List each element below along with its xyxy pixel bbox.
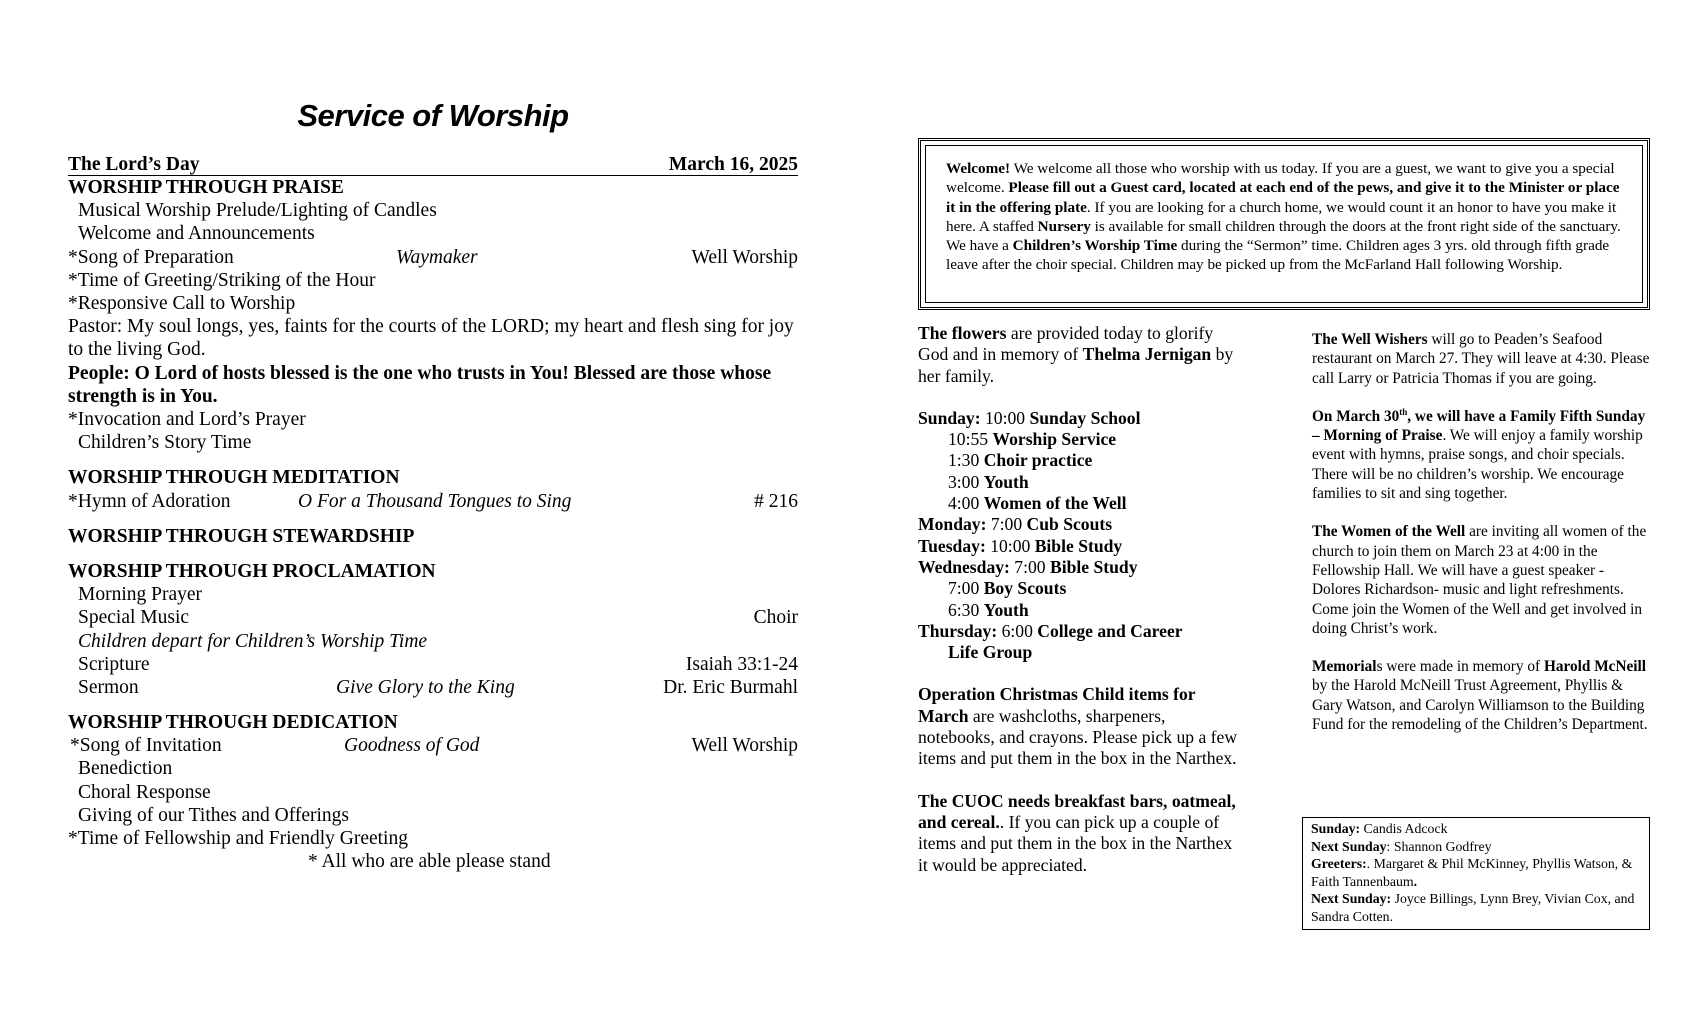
occ-notice: Operation Christmas Child items for March are washcloths, sharpeners, notebooks, and crayons. Please pick up a few items and put them in the box in the Narthex. [918,684,1238,769]
responsive-call: *Responsive Call to Worship [68,292,296,314]
song-of-invitation [68,734,798,757]
hymn-of-adoration [68,490,798,513]
schedule-line: 3:00 Youth [948,471,1029,492]
section-heading-dedication: WORSHIP THROUGH DEDICATION [68,712,398,734]
greeter-line: Next Sunday: Shannon Godfrey [1311,838,1492,854]
morning-prayer-item: Morning Prayer [78,584,203,606]
children-depart-note: Children depart for Children’s Worship Time [78,630,428,652]
special-music-by: Choir [753,607,798,629]
welcome-box [918,138,1650,310]
sermon-by: Dr. Eric Burmahl [663,676,798,698]
schedule-line: 4:00 Women of the Well [948,493,1127,514]
scripture-ref: Isaiah 33:1-24 [685,653,798,675]
page-title: Service of Worship [297,98,569,133]
stand-note: * All who are able please stand [308,851,551,873]
announcements-middle [918,323,1238,876]
women-of-the-well-notice: The Women of the Well are inviting all women of the church to join them on March 23 at 4:00 in the Fellowship Hall. We will have a guest speaker -Dolores Richardson- music and light refreshments. Come join the Women of the Well and get involved in doing Christ’s work. [1312,523,1647,637]
song-prep-by: Well Worship [691,246,798,268]
welcome-heading: Welcome! [946,160,1011,177]
greeter-line: Greeters:. Margaret & Phil McKinney, Phyllis Watson, & Faith Tannenbaum. [1311,856,1633,889]
giving-item: Giving of our Tithes and Offerings [78,804,350,826]
hymn-label: *Hymn of Adoration [68,490,231,512]
welcome-text: Welcome! We welcome all those who worship with us today. If you are a guest, we want to give you a special welcome. Please fill out a Guest card, located at each end of the pews, and give it to the Minister or place it in the offering plate. If you are looking for a church home, we would count it an honor to have you make it here. A staffed Nursery is available for small children through the doors at the front right side of the sanctuary. We have a Children’s Worship Time during the “Sermon” time. Children ages 3 yrs. old through fifth grade leave after the choir special. Children may be picked up from the McFarland Hall following Worship. [925,145,1643,303]
schedule-line: 1:30 Choir practice [948,450,1093,471]
schedule-line: Thursday: 6:00 College and Career [918,620,1183,641]
schedule-line: Monday: 7:00 Cub Scouts [918,514,1113,535]
flowers-notice: The flowers are provided today to glorify God and in memory of Thelma Jernigan by her family. [918,323,1234,386]
invitation-by: Well Worship [691,735,798,757]
well-wishers-notice: The Well Wishers will go to Peaden’s Seafood restaurant on March 27. They will leave at 4:30. Please call Larry or Patricia Thomas if you are going. [1312,331,1650,387]
sermon-label: Sermon [78,676,139,698]
section-heading-proclamation: WORSHIP THROUGH PROCLAMATION [68,560,436,582]
date-line [68,154,798,176]
schedule-line: 7:00 Boy Scouts [948,578,1067,599]
fellowship-item: *Time of Fellowship and Friendly Greeting [68,828,408,850]
greeter-line: Sunday: Candis Adcock [1311,821,1448,836]
weekly-schedule [918,408,1238,664]
service-date: March 16, 2025 [668,154,798,175]
people-reading: People: O Lord of hosts blessed is the one who trusts in You! Blessed are those whose strength is in You. [68,362,772,407]
announcements-right [1312,330,1652,734]
lords-day-label: The Lord’s Day [68,154,200,175]
greeters-box [1302,817,1650,930]
section-heading-stewardship: WORSHIP THROUGH STEWARDSHIP [68,525,415,547]
scripture-label: Scripture [78,653,150,675]
invitation-title: Goodness of God [344,735,480,757]
song-of-preparation [68,246,798,269]
invitation-label: *Song of Invitation [70,735,222,757]
pastor-reading: Pastor: My soul longs, yes, faints for the courts of the LORD; my heart and flesh sing for joy to the living God. [68,316,794,361]
hymn-number: # 216 [754,490,798,512]
cuoc-notice: The CUOC needs breakfast bars, oatmeal, and cereal.. If you can pick up a couple of items and put them in the box in the Narthex it would be appreciated. [918,790,1236,875]
order-of-service [68,98,798,873]
benediction-item: Benediction [78,758,173,780]
special-music-label: Special Music [78,607,190,629]
song-prep-label: *Song of Preparation [68,246,234,268]
song-prep-title: Waymaker [396,246,478,268]
sermon-title: Give Glory to the King [336,676,515,698]
schedule-line: 10:55 Worship Service [948,429,1117,450]
sermon-item [68,676,798,699]
prelude-item: Musical Worship Prelude/Lighting of Candles [78,200,437,222]
hymn-title: O For a Thousand Tongues to Sing [298,490,572,512]
greeting-item: *Time of Greeting/Striking of the Hour [68,269,376,291]
schedule-line: Sunday: 10:00 Sunday School [918,407,1141,428]
schedule-line: Wednesday: 7:00 Bible Study [918,556,1138,577]
choral-response-item: Choral Response [78,781,211,803]
welcome-item: Welcome and Announcements [78,223,315,245]
special-music-item [68,606,798,629]
schedule-line: Life Group [948,642,1033,663]
schedule-line: 6:30 Youth [948,599,1029,620]
family-fifth-sunday-notice: On March 30th, we will have a Family Fifth Sunday – Morning of Praise. We will enjoy a family worship event with hymns, praise songs, and choir specials. There will be no children’s worship. We encourage families to sit and sing together. [1312,406,1646,503]
invocation-item: *Invocation and Lord’s Prayer [68,408,306,430]
memorials-notice: Memorials were made in memory of Harold McNeill by the Harold McNeill Trust Agreement, Phyllis & Gary Watson, and Carolyn Williamson to the Building Fund for the remodeling of the Children’s Department. [1312,658,1648,734]
section-heading-meditation: WORSHIP THROUGH MEDITATION [68,467,400,489]
scripture-item [68,653,798,676]
section-heading-praise: WORSHIP THROUGH PRAISE [68,177,344,198]
schedule-line: Tuesday: 10:00 Bible Study [918,535,1123,556]
greeter-line: Next Sunday: Joyce Billings, Lynn Brey, Vivian Cox, and Sandra Cotten. [1311,891,1635,924]
story-time-item: Children’s Story Time [78,432,252,454]
